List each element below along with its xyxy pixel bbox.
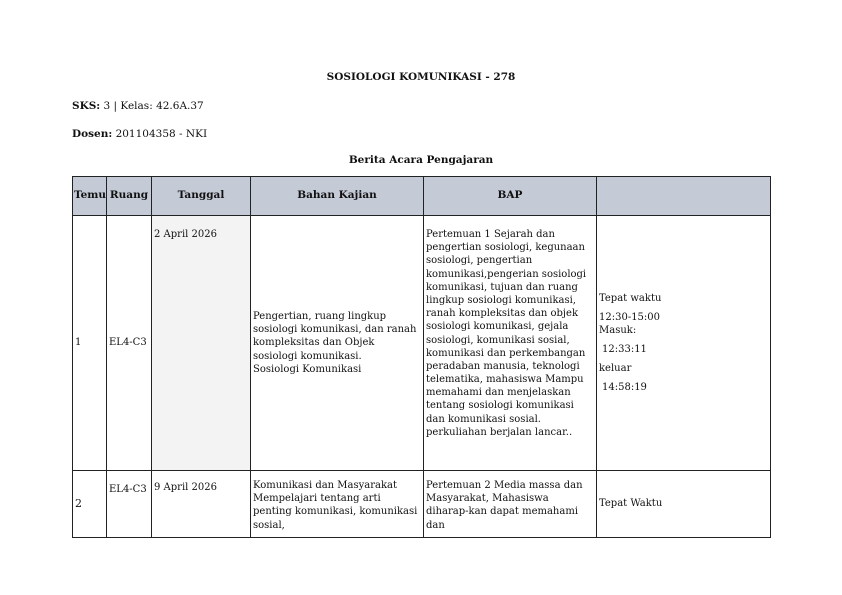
dosen-value: 201104358 - NKI	[115, 128, 208, 140]
attendance-in-label: Masuk:	[599, 325, 637, 336]
sks-value: 3 | Kelas: 42.6A.37	[103, 100, 204, 112]
cell-tanggal: 9 April 2026	[152, 471, 251, 538]
table-row	[73, 471, 771, 538]
cell-bap: Pertemuan 1 Sejarah dan pengertian sosiologi, kegunaan sosiologi, pengertian komunikasi,pengerian sosiologi komunikasi, tujuan dan ruang lingkup sosiologi komunikasi, ranah kompleksitas dan objek sosiologi komunikasi, gejala sosiologi, komunikasi sosial, komunikasi dan perkembangan peradaban manusia, teknologi telematika, mahasiswa Mampu memahami dan menjelaskan tentang sosiologi komunikasi dan komunikasi sosial. perkuliahan berjalan lancar..	[424, 216, 597, 471]
cell-bahan-kajian	[251, 216, 424, 471]
attendance-out-label: keluar	[599, 363, 632, 374]
cell-temu: 2	[73, 471, 107, 538]
bahan-kajian-text: Pengertian, ruang lingkup sosiologi komunikasi, dan ranah kompleksitas dan Objek sosiologi komunikasi.	[253, 311, 417, 362]
dosen-label: Dosen:	[72, 128, 113, 140]
column-header-tanggal: Tanggal	[152, 177, 251, 216]
cell-bap: Pertemuan 2 Media massa dan Masyarakat, Mahasiswa diharap-kan dapat memahami dan	[424, 471, 597, 538]
column-header-empty	[597, 177, 771, 216]
cell-bahan-kajian: Komunikasi dan Masyarakat Mempelajari tentang arti penting komunikasi, komunikasi sosial,	[251, 471, 424, 538]
cell-tanggal: 2 April 2026	[152, 216, 251, 471]
column-header-ruang: Ruang	[107, 177, 152, 216]
attendance-status: Tepat Waktu	[597, 471, 771, 538]
dosen-line	[72, 128, 207, 140]
cell-ruang: EL4-C3	[107, 216, 152, 471]
attendance-out-time: 14:58:19	[602, 382, 647, 393]
table-row	[73, 216, 771, 471]
column-header-bap: BAP	[424, 177, 597, 216]
column-header-bahan-kajian: Bahan Kajian	[251, 177, 424, 216]
attendance-in-time: 12:33:11	[602, 344, 647, 355]
cell-ruang: EL4-C3	[107, 471, 152, 538]
attendance-schedule: 12:30-15:00	[599, 312, 661, 323]
cell-temu: 1	[73, 216, 107, 471]
bahan-kajian-topic: Sosiologi Komunikasi	[253, 363, 362, 375]
table-header-row	[73, 177, 771, 216]
column-header-temu: Temu	[73, 177, 107, 216]
teaching-record-table	[72, 176, 771, 538]
section-subtitle: Berita Acara Pengajaran	[348, 154, 494, 166]
attendance-status: Tepat waktu	[599, 293, 662, 304]
sks-line	[72, 100, 204, 112]
cell-attendance	[597, 216, 771, 471]
sks-label: SKS:	[72, 100, 101, 112]
document-title: SOSIOLOGI KOMUNIKASI - 278	[326, 71, 516, 83]
